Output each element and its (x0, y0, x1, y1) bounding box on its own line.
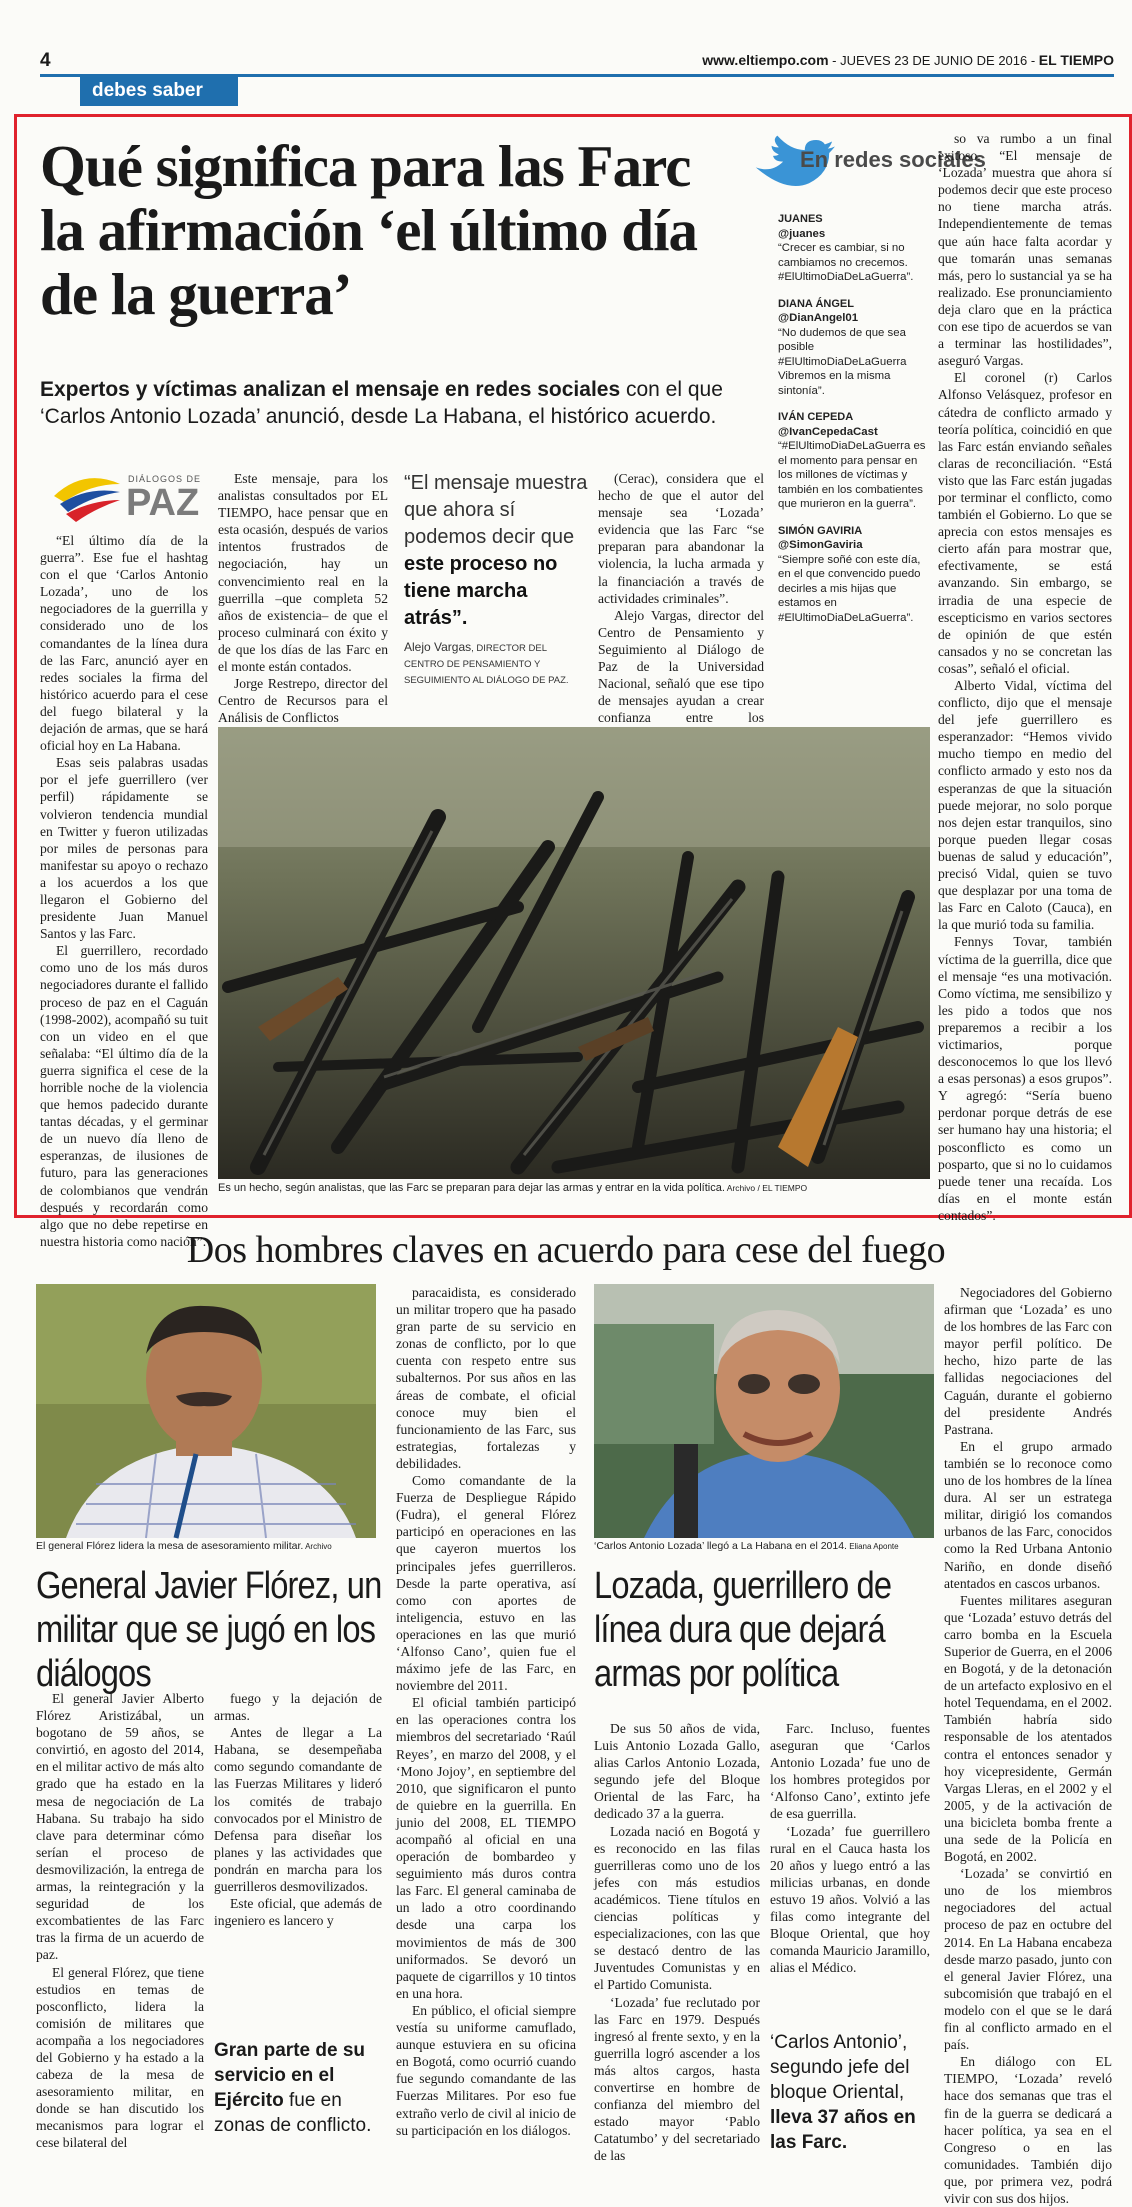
top-col-3 (598, 470, 764, 726)
paragraph: Esas seis palabras usadas por el jefe guerrillero (ver perfil) rápidamente se volvieron tendencia mundial en Twitter y fueron utilizadas por miles de personas para manifestar su apoyo o rechazo a los acuerdos a los que llegaron el Gobierno del presidente Juan Manuel Santos y las Farc. (40, 755, 208, 942)
photo-credit: Archivo / EL TIEMPO (724, 1183, 808, 1193)
tweet-handle: @IvanCepedaCast (778, 425, 878, 438)
section-headline: Dos hombres claves en acuerdo para cese del fuego (186, 1229, 946, 1271)
quote-text: “El mensaje muestra que ahora sí podemos decir que (404, 472, 588, 548)
paragraph: Este oficial, que además de ingeniero es lancero y (214, 1896, 382, 1929)
quote-author: Alejo Vargas (404, 640, 472, 654)
photo-credit: Archivo (303, 1542, 332, 1551)
tweet (778, 524, 928, 626)
issue-date: - JUEVES 23 DE JUNIO DE 2016 - (828, 53, 1039, 68)
tweet-author: IVÁN CEPEDA (778, 411, 854, 423)
lozada-portrait (594, 1284, 934, 1538)
paragraph: Farc. Incluso, fuentes aseguran que ‘Carlos Antonio Lozada’ fue uno de los hombres protegidos por ‘Alfonso Cano’, extinto jefe de esa guerrilla. (770, 1721, 930, 1822)
paragraph: Fennys Tovar, también víctima de la guerrilla, dice que el mensaje “es una motivación. Como víctima, me sensibilizo y les pido a todos que nos preparemos a recibir a los victimarios, porque desconocemos lo que los llevó a esas personas) a esos grupos”. Y agregó: “Sería bueno perdonar porque detrás de ese ser humano hay una historia; el posconflicto es como un posparto, que si no lo cuidamos puede tener una recaída. Los días en el monte están contados”. (938, 934, 1112, 1223)
quote-attribution (404, 640, 588, 688)
logo-caption: DIÁLOGOS DE (128, 474, 202, 484)
florez-headline: General Javier Flórez, un militar que se jugó en los diálogos (36, 1565, 382, 1695)
tweet-author: DIANA ÁNGEL (778, 297, 854, 310)
paragraph: Alberto Vidal, víctima del conflicto, dijo que el mensaje del jefe guerrillero es esperanzador: “Hemos vivido mucho tiempo en medio del conflicto armado y esto nos da esperanzas de que la situación puede mejorar, no solo porque nos dejen estar tranquilos, sino porque pueden llegar cosas buenas de salud y educación”, precisó Vidal, quien se tuvo que desplazar por una toma de las Farc en Caloto (Cauca), en la que murió toda su familia. (938, 678, 1112, 933)
tweet-handle: @juanes (778, 227, 826, 240)
lozada-col-1 (594, 1720, 760, 2170)
social-title: En redes sociales (800, 147, 986, 172)
lozada-col-3 (944, 1284, 1112, 2206)
weapons-photo (218, 727, 930, 1179)
caption-text: Es un hecho, según analistas, que las Farc se preparan para dejar las armas y entrar en la vida política. (218, 1182, 725, 1194)
tweet-text: “#ElUltimoDiaDeLaGuerra es el momento para pensar en los millones de víctimas y también en los combatientes que murieron en la guerra”. (778, 440, 926, 510)
top-col-4 (938, 130, 1112, 1223)
quote-author-title: , DIRECTOR DEL CENTRO DE PENSAMIENTO Y SEGUIMIENTO AL DIÁLOGO DE PAZ. (404, 643, 569, 686)
tweet (778, 297, 928, 399)
paragraph: El guerrillero, recordado como uno de los más duros negociadores durante el fallido proceso de paz en el Caguán (1998-2002), acompañó su tuit con un video en el que señalaba: “El último día de la guerra significa el cese de la horrible noche de la violencia que hemos padecido durante tantas décadas, y el germinar de un nuevo día lleno de esperanzas, de ilusiones de futuro, para las generaciones de colombianos que vendrán después y recordarán como algo que no debe repetirse en nuestra historia como nación”. (40, 943, 208, 1249)
top-col-2 (218, 470, 388, 726)
paragraph: (Cerac), considera que el hecho de que el autor del mensaje sea ‘Lozada’ evidencia que las Farc “se preparan para abandonar la violencia, la lucha armada y la financiación a través de actividades criminales”. (598, 471, 764, 606)
tweet-list (778, 212, 928, 637)
lozada-col-2 (770, 1720, 930, 2016)
tweet-handle: @DianAngel01 (778, 312, 859, 324)
lozada-headline: Lozada, guerrillero de línea dura que dejará armas por política (594, 1565, 892, 1695)
logo-wordmark: PAZ (126, 482, 200, 524)
paragraph: En público, el oficial siempre vestía su uniforme camuflado, aunque estuviera en su oficina en Bogotá, como ocurrió cuando fue segundo comandante de las Fuerzas Militares. Por eso fue extraño verlo de civil al inicio de su participación en los diálogos. (396, 2002, 576, 2138)
paragraph: “El último día de la guerra”. Ese fue el hashtag con el que ‘Carlos Antonio Lozada’, uno de los negociadores de la guerrilla y considerado uno de los comandantes de la línea dura de las Farc, anunció ayer en redes sociales la firma del histórico acuerdo para el cese del fuego bilateral y la dejación de armas, que se hará oficial hoy en La Habana. (40, 533, 208, 754)
section-tag: debes saber (80, 76, 238, 106)
paragraph: Fuentes militares aseguran que ‘Lozada’ estuvo detrás del carro bomba en la Escuela Superior de Guerra, en el 2006 en Bogotá, y de la detonación de un artefacto explosivo en el hotel Tequendama, en el 2002. También habría sido responsable de los atentados contra el entonces senador y hoy vicepresidente, Germán Vargas Lleras, en el 2002 y el 2005, y de la activación de una bicicleta bomba frente a una sede de la Policía en Bogotá, en 2002. (944, 1592, 1112, 1865)
paragraph: El coronel (r) Carlos Alfonso Velásquez, profesor en cátedra de conflicto armado y teoría política, coincidió en que las Farc están enviando señales claras de reconciliación. “Está visto que las Farc están jugadas por terminar el conflicto, como también el Gobierno. Lo que se aprecia con estos mensajes es cierto afán para mostrar que, efectivamente, se está avanzando. Sin embargo, se irradia de una especie de escepticismo en varios sectores de opinión de que estén cansados y no se concretan las cosas”, señaló el oficial. (938, 370, 1112, 676)
paragraph: ‘Lozada’ fue guerrillero rural en el Cauca hasta los 20 años y luego entró a las milicias urbanas, en donde estuvo 19 años. Volvió a las filas como integrante del Bloque Oriental, que hoy comanda Mauricio Jaramillo, alias el Médico. (770, 1823, 930, 1976)
paragraph: Antes de llegar a La Habana, se desempeñaba como segundo comandante de las Fuerzas Militares y lideró los comités de trabajo convocados por el Ministro de Defensa para diseñar los planes y las actividades que pondrán en marcha para los guerrilleros desmovilizados. (214, 1725, 382, 1895)
florez-col-1 (36, 1690, 204, 2170)
photo-caption (218, 1182, 930, 1194)
photo-caption (594, 1540, 954, 1552)
tweet-text: “Siempre soñé con este día, en el que convencido puedo decirles a mis hijas que estamos en #ElUltimoDiaDeLaGuerra”. (778, 553, 921, 624)
florez-photo (36, 1284, 376, 1538)
tweet-text: “No dudemos de que sea posible #ElUltimoDiaDeLaGuerra Vibremos en la misma sintonía”. (778, 326, 907, 397)
paragraph: paracaidista, es considerado un militar tropero que ha pasado gran parte de su servicio en zonas de conflicto, por lo que cuenta con respeto entre sus subalternos. Por sus años en las áreas de combate, el oficial conoce muy bien el funcionamiento de las Farc, sus estrategias, fortalezas y debilidades. (396, 1285, 576, 1471)
masthead (702, 52, 1114, 68)
paragraph: Lozada nació en Bogotá y es reconocido en las filas guerrilleras como uno de los jefes con más estudios académicos. Tiene títulos en ciencias políticas y especializaciones, con las que se destacó dentro de las Juventudes Comunistas y en el Partido Comunista. (594, 1823, 760, 1993)
lozada-photo (594, 1284, 934, 1538)
pq-bold: lleva 37 años en las Farc. (770, 2107, 916, 2153)
tweet (778, 212, 928, 285)
paragraph: Negociadores del Gobierno afirman que ‘Lozada’ es uno de los hombres de las Farc con mayor perfil político. De hecho, hizo parte de las fallidas negociaciones del Caguán, durante el gobierno del presidente Andrés Pastrana. (944, 1285, 1112, 1437)
photo-caption (36, 1540, 396, 1552)
paragraph: Alejo Vargas, director del Centro de Pensamiento y Seguimiento al Diálogo de Paz de la Universidad Nacional, señaló que ese tipo de mensajes ayudan a crear confianza entre los (598, 607, 764, 726)
site-url: www.eltiempo.com (702, 52, 829, 68)
subtitle-rest: con el que ‘Carlos Antonio Lozada’ anunció, desde La Habana, el histórico acuerdo. (40, 378, 723, 428)
tweet-author: JUANES (778, 213, 823, 225)
paragraph: Como comandante de la Fuerza de Despliegue Rápido (Fudra), el general Flórez participó en operaciones en las que cayeron muertos los principales jefes guerrilleros. Desde la parte operativa, así como con aportes de inteligencia, estuvo en las operaciones en las que murió ‘Alfonso Cano’, quien fue el máximo jefe de las Farc, en noviembre del 2011. (396, 1473, 576, 1694)
paper-name: EL TIEMPO (1038, 52, 1114, 68)
quote-bold: este proceso no tiene marcha atrás”. (404, 553, 558, 629)
paragraph: El general Flórez, que tiene estudios en temas de posconflicto, lidera la comisión de militares que acompaña a los negociadores del Gobierno y ha estado a la cabeza de la mesa de asesoramiento militar, en donde se han discutido los mecanismos para lograr el cese bilateral del (36, 1964, 204, 2151)
paragraph: so va rumbo a un final exitoso. “El mensaje de ‘Lozada’ muestra que ahora sí podemos decir que este proceso no tiene marcha atrás. Independientemente de temas que aún hace falta acordar y que tomarán unas semanas más, pero lo sustancial ya se ha realizado. Ese pronunciamiento deja claro que en la práctica con ese tipo de acuerdos se van a terminar las hostilidades”, aseguró Vargas. (938, 131, 1112, 369)
florez-pull-quote (214, 2038, 374, 2138)
pull-quote (404, 470, 588, 632)
paragraph: ‘Lozada’ fue reclutado por las Farc en 1979. Después ingresó al frente sexto, y en la guerrilla logró ascender a los más altos cargos, hasta convertirse en hombre de confianza del miembro del estado mayor ‘Pablo Catatumbo’ y del secretariado de las (594, 1994, 760, 2164)
page-number: 4 (40, 50, 51, 71)
pq-bold: Gran parte de su servicio en el Ejército (214, 2040, 365, 2111)
paragraph: Jorge Restrepo, director del Centro de Recursos para el Análisis de Conflictos (218, 676, 388, 726)
paragraph: El oficial también participó en las operaciones contra los miembros del secretariado ‘Raúl Reyes’, en marzo del 2008, y el ‘Mono Jojoy’, en septiembre del 2010, que significaron el punto de quiebre en la guerrilla. En junio del 2008, EL TIEMPO acompañó al oficial en una operación de bombardeo y seguimiento más duros contra las Farc. El general caminaba de un lado a otro coordinando desde una carpa los movimientos de más de 300 uniformados. Se devoró un paquete de cigarrillos y 10 tintos en una hora. (396, 1695, 576, 2001)
tweet (778, 410, 928, 512)
tweet-handle: @SimonGaviria (778, 539, 863, 551)
paragraph: De sus 50 años de vida, Luis Antonio Lozada Gallo, alias Carlos Antonio Lozada, segundo jefe del Bloque Oriental de las Farc, ha dedicado 37 a la guerra. (594, 1721, 760, 1822)
tweet-author: SIMÓN GAVIRIA (778, 524, 863, 537)
florez-portrait (36, 1284, 376, 1538)
top-col-1 (40, 532, 208, 1249)
paragraph: El general Javier Alberto Flórez Aristizábal, un bogotano de 59 años, se convirtió, en agosto del 2014, en el militar activo de más alto grado que ha estado en la mesa de negociación de La Habana. Su trabajo ha sido clave para determinar cómo serían el proceso de desmovilización, la entrega de armas, la reintegración y la seguridad de los excombatientes de las Farc tras la firma de un acuerdo de paz. (36, 1691, 204, 1963)
paragraph: Este mensaje, para los analistas consultados por EL TIEMPO, hace pensar que en esta ocasión, después de varios intentos frustrados de negociación, hay un convencimiento real en la guerrilla –que completa 52 años de existencia– de que el proceso culminará con éxito y de que los días de las Farc en el monte están contados. (218, 471, 388, 675)
weapons-image (218, 727, 930, 1179)
caption-text: El general Flórez lidera la mesa de asesoramiento militar. (36, 1540, 304, 1552)
paragraph: En el grupo armado también se lo reconoce como uno de los hombres de la línea dura. Al ser un estratega militar, dirigió los comandos urbanos de las Farc, conocidos como la Red Urbana Antonio Nariño, en donde diseñó atentados en cascos urbanos. (944, 1438, 1112, 1591)
tweet-text: “Crecer es cambiar, si no cambiamos no crecemos. #ElUltimoDiaDeLaGuerra”. (778, 242, 914, 283)
pq-rest: fue en zonas de conflicto. (214, 2090, 372, 2136)
caption-text: ‘Carlos Antonio Lozada’ llegó a La Habana en el 2014. (594, 1540, 847, 1552)
florez-col-2 (214, 1690, 382, 2020)
paragraph: En diálogo con EL TIEMPO, ‘Lozada’ reveló hace dos semanas que tras el fin de la guerra se dedicará a hacer política, ya sea en el Congreso o en las comunidades. También dijo que, por primera vez, podrá vivir con sus dos hijos. (944, 2054, 1112, 2206)
florez-col-3 (396, 1284, 576, 2174)
main-headline: Qué significa para las Farc la afirmación ‘el último día de la guerra’ (40, 133, 697, 327)
paragraph: ‘Lozada’ se convirtió en uno de los miembros negociadores del actual proceso de paz en octubre del 2014. En La Habana encabeza desde marzo pasado, junto con el general Javier Flórez, una subcomisión que trabajó en el modelo con el que se le dará fin al conflicto armado en el país. (944, 1866, 1112, 2053)
main-subtitle (40, 376, 740, 430)
lozada-pull-quote (770, 2030, 930, 2155)
photo-credit: Eliana Aponte (846, 1542, 899, 1551)
pq-rest: ‘Carlos Antonio’, segundo jefe del bloque Oriental, (770, 2032, 910, 2103)
subtitle-bold: Expertos y víctimas analizan el mensaje en redes sociales (40, 378, 621, 401)
paragraph: fuego y la dejación de armas. (214, 1691, 382, 1724)
